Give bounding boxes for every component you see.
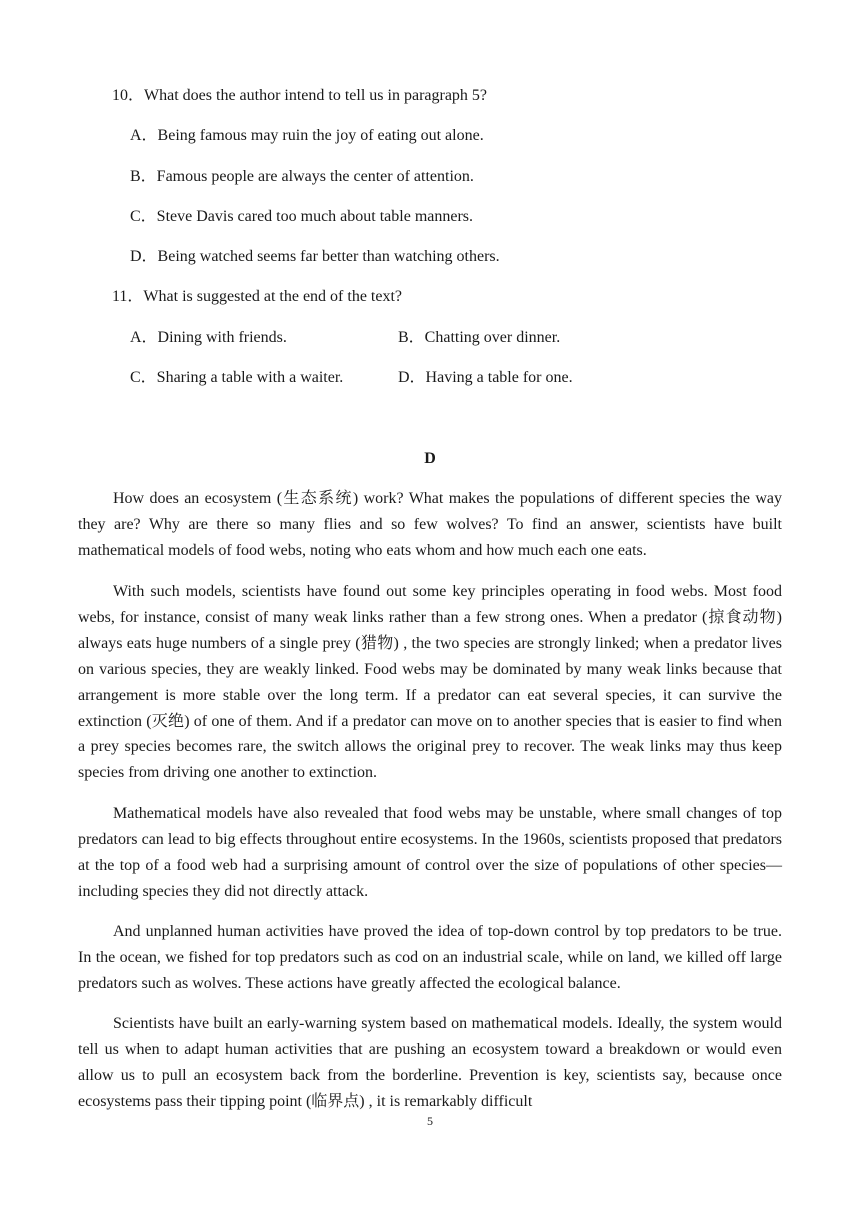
question-11 — [112, 287, 402, 307]
paragraph-5: Scientists have built an early-warning system based on mathematical models. Ideally, the system would tell us when to adapt human activities that are pushing an ecosystem toward a breakdown or would even allow us to pull an ecosystem back from the borderline. Prevention is key, scientists say, because once ecosystems pass their tipping point (临界点) , it is remarkably difficult — [78, 1015, 782, 1110]
paragraph-2: With such models, scientists have found out some key principles operating in food webs. Most food webs, for instance, consist of many weak links rather than a few strong ones. When a predator (掠食动物) always eats huge numbers of a single prey (猎物) , the two species are strongly linked; when a predator lives on various species, they are weakly linked. Food webs may be dominated by many weak links because that arrangement is more stable over the long term. If a predator can eat several species, it can survive the extinction (灭绝) of one of them. And if a predator can move on to another species that is easier to find when a prey species becomes rare, the switch allows the original prey to recover. The weak links may thus keep species from driving one another to extinction. — [78, 583, 782, 782]
paragraph-4: And unplanned human activities have proved the idea of top-down control by top predators to be true. In the ocean, we fished for top predators such as cod on an industrial scale, while on land, we killed off large predators such as wolves. These actions have greatly affected the ecological balance. — [78, 923, 782, 992]
option-10-c: C．Steve Davis cared too much about table manners. — [130, 208, 474, 225]
question-number: 11． — [112, 288, 144, 305]
option-11-a: A．Dining with friends. — [130, 329, 287, 346]
section-title: D — [424, 450, 436, 467]
option-10-b: B．Famous people are always the center of attention. — [130, 168, 474, 185]
question-text: What does the author intend to tell us in paragraph 5? — [144, 87, 488, 104]
paragraph-3: Mathematical models have also revealed that food webs may be unstable, where small changes of top predators can lead to big effects throughout entire ecosystems. In the 1960s, scientists proposed that predators at the top of a food web had a surprising amount of control over the size of populations of other species—including species they did not directly attack. — [78, 805, 782, 900]
option-11-c: C．Sharing a table with a waiter. — [130, 369, 344, 386]
option-10-d: D．Being watched seems far better than watching others. — [130, 248, 500, 265]
page-number: 5 — [427, 1114, 433, 1128]
question-number: 10． — [112, 87, 145, 104]
question-text: What is suggested at the end of the text? — [143, 288, 403, 305]
question-10 — [112, 86, 487, 106]
option-10-a: A．Being famous may ruin the joy of eating out alone. — [130, 127, 484, 144]
option-11-b: B．Chatting over dinner. — [398, 329, 561, 346]
paragraph-1: How does an ecosystem (生态系统) work? What makes the populations of different species the way they are? Why are there so many flies and so few wolves? To find an answer, scientists have built mathematical models of food webs, noting who eats whom and how much each one eats. — [78, 490, 782, 559]
option-11-d: D．Having a table for one. — [398, 369, 573, 386]
